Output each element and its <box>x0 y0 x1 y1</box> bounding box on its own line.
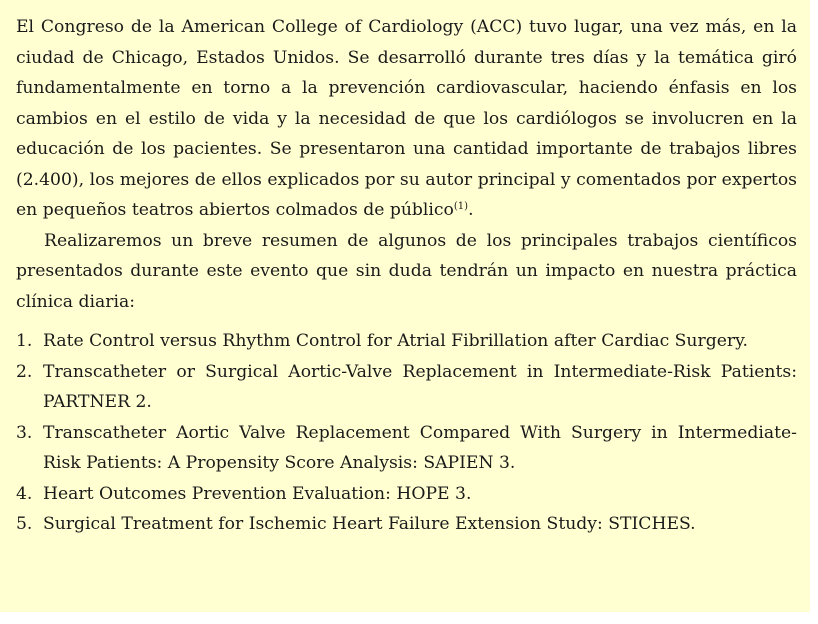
intro-paragraph <box>16 12 797 226</box>
list-item <box>16 509 797 540</box>
list-item-text: Heart Outcomes Prevention Evaluation: HOPE 3. <box>43 483 472 504</box>
list-item-number: 4. <box>16 483 33 504</box>
document-content <box>16 12 797 540</box>
studies-list <box>16 326 797 540</box>
list-item <box>16 418 797 479</box>
list-item-number: 2. <box>16 361 33 382</box>
intro-period: . <box>468 200 474 220</box>
list-item-number: 1. <box>16 331 33 351</box>
list-item-number: 3. <box>16 422 33 443</box>
list-item <box>16 326 797 357</box>
list-item-text: Transcatheter Aortic Valve Replacement Compared With Surgery in Intermediate-Risk Patients: A Propensity Score Analysis: SAPIEN 3. <box>43 422 797 473</box>
list-item-text: Rate Control versus Rhythm Control for Atrial Fibrillation after Cardiac Surgery. <box>43 331 748 351</box>
reference-marker: (1) <box>453 201 469 212</box>
intro-text: El Congreso de la American College of Cardiology (ACC) tuvo lugar, una vez más, en la ciudad de Chicago, Estados Unidos. Se desarrolló durante tres días y la temática giró fundamentalmente en torno a la prevención cardiovascular, haciendo énfasis en los cambios en el estilo de vida y la necesidad de que los cardiólogos se involucren en la educación de los pacientes. Se presentaron una cantidad importante de trabajos libres (2.400), los mejores de ellos explicados por su autor principal y comentados por expertos en pequeños teatros abiertos colmados de público <box>16 17 797 220</box>
list-item <box>16 479 797 510</box>
list-item-text: Surgical Treatment for Ischemic Heart Failure Extension Study: STICHES. <box>43 514 696 534</box>
list-item-number: 5. <box>16 514 33 534</box>
summary-paragraph: Realizaremos un breve resumen de algunos de los principales trabajos científicos presentados durante este evento que sin duda tendrán un impacto en nuestra práctica clínica diaria: <box>16 230 797 312</box>
list-item <box>16 357 797 418</box>
list-item-text: Transcatheter or Surgical Aortic-Valve Replacement in Intermediate-Risk Patients: PARTNER 2. <box>43 361 797 412</box>
